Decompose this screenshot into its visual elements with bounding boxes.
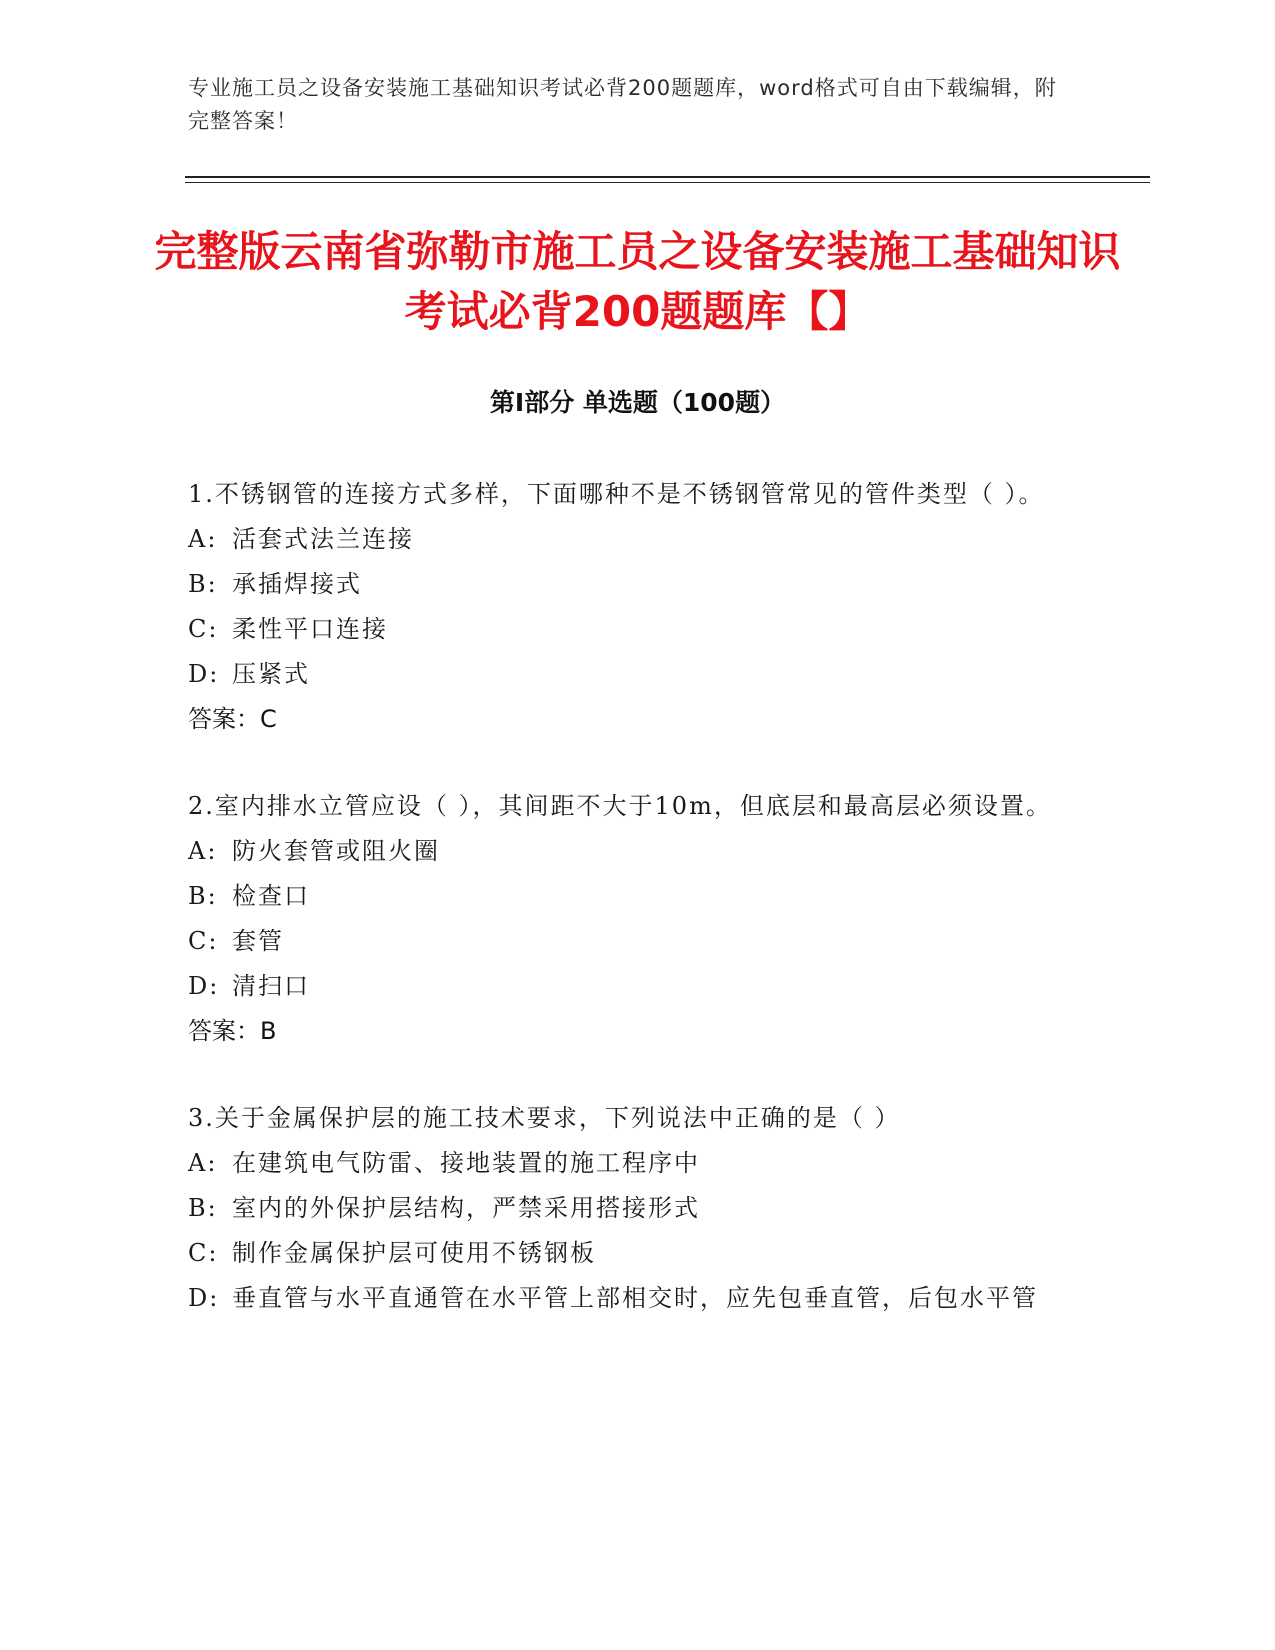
option-key: B: <box>188 882 218 910</box>
answer-prefix: 答案： <box>188 705 260 733</box>
option-text: 套管 <box>232 927 284 955</box>
option-key: B: <box>188 1194 218 1222</box>
question-list <box>188 472 1068 1363</box>
question-stem: 3.关于金属保护层的施工技术要求，下列说法中正确的是（ ） <box>188 1104 901 1132</box>
answer-prefix: 答案： <box>188 1017 260 1045</box>
option-d <box>188 652 1068 697</box>
option-text: 防火套管或阻火圈 <box>232 837 440 865</box>
option-b <box>188 1186 1068 1231</box>
question-stem: 2.室内排水立管应设（ ），其间距不大于10m，但底层和最高层必须设置。 <box>188 792 1052 820</box>
option-key: A: <box>188 525 218 553</box>
answer-line <box>188 1009 1068 1054</box>
answer-line <box>188 697 1068 742</box>
option-b <box>188 874 1068 919</box>
option-key: D: <box>188 972 220 1000</box>
option-text: 制作金属保护层可使用不锈钢板 <box>232 1239 596 1267</box>
header-divider-thin <box>185 182 1150 183</box>
option-c <box>188 1231 1068 1276</box>
option-key: B: <box>188 570 218 598</box>
option-key: C: <box>188 615 219 643</box>
option-c <box>188 607 1068 652</box>
option-text: 检查口 <box>232 882 310 910</box>
option-text: 垂直管与水平直通管在水平管上部相交时，应先包垂直管，后包水平管 <box>232 1284 1038 1312</box>
question-item <box>188 784 1068 1054</box>
option-text: 柔性平口连接 <box>232 615 388 643</box>
option-key: C: <box>188 927 219 955</box>
section-title: 第Ⅰ部分 单选题（100题） <box>489 388 786 417</box>
header-divider-thick <box>185 176 1150 178</box>
question-item <box>188 1096 1068 1321</box>
answer-value: C <box>260 705 277 733</box>
option-text: 压紧式 <box>232 660 310 688</box>
document-title: 完整版云南省弥勒市施工员之设备安装施工基础知识考试必背200题题库【】 <box>154 227 1121 336</box>
option-d <box>188 1276 1068 1321</box>
option-text: 清扫口 <box>232 972 310 1000</box>
option-b <box>188 562 1068 607</box>
question-stem: 1.不锈钢管的连接方式多样，下面哪种不是不锈钢管常见的管件类型（ ）。 <box>188 480 1045 508</box>
question-item <box>188 472 1068 742</box>
option-a <box>188 517 1068 562</box>
option-text: 承插焊接式 <box>232 570 362 598</box>
option-a <box>188 829 1068 874</box>
option-key: D: <box>188 660 220 688</box>
option-text: 室内的外保护层结构，严禁采用搭接形式 <box>232 1194 700 1222</box>
option-key: A: <box>188 837 218 865</box>
option-text: 在建筑电气防雷、接地装置的施工程序中 <box>232 1149 700 1177</box>
option-a <box>188 1141 1068 1186</box>
option-key: D: <box>188 1284 220 1312</box>
option-d <box>188 964 1068 1009</box>
option-text: 活套式法兰连接 <box>232 525 414 553</box>
option-key: A: <box>188 1149 218 1177</box>
option-c <box>188 919 1068 964</box>
answer-value: B <box>260 1017 277 1045</box>
header-note: 专业施工员之设备安装施工基础知识考试必背200题题库，word格式可自由下载编辑，附完整答案！ <box>188 76 1057 133</box>
option-key: C: <box>188 1239 219 1267</box>
